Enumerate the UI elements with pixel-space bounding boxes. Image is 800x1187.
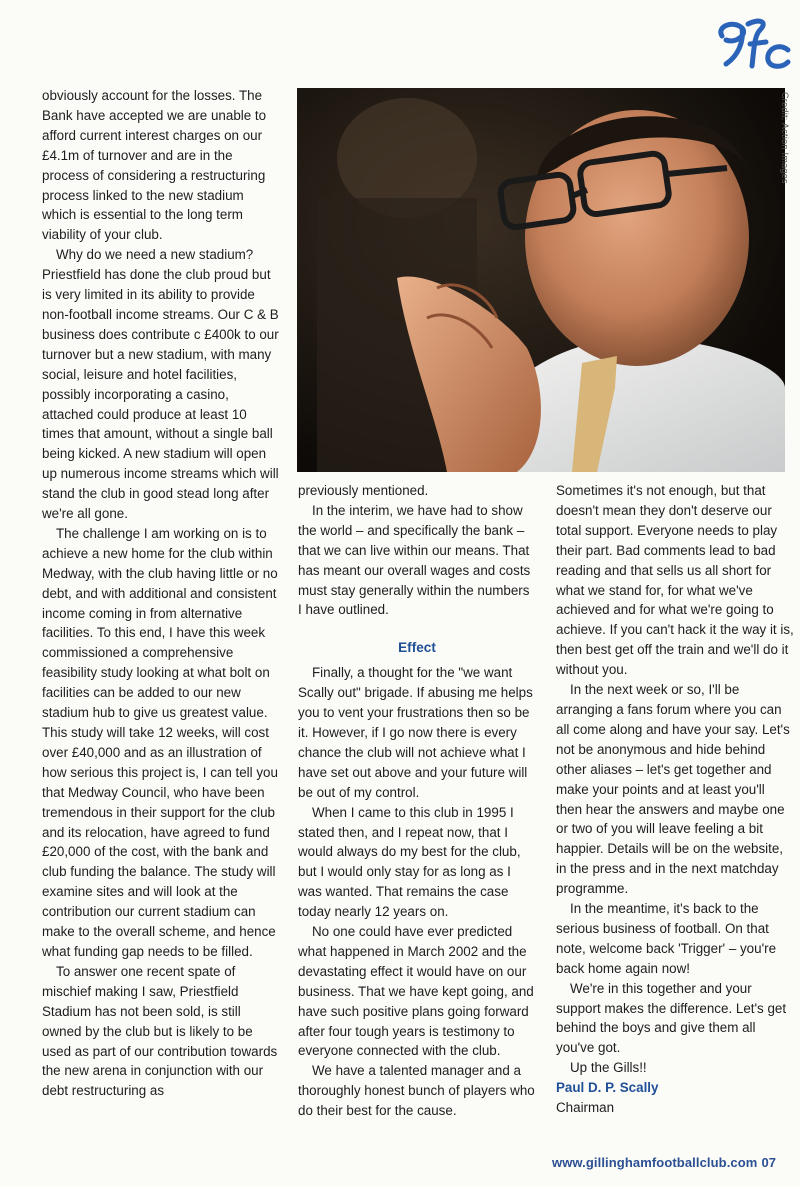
paragraph: In the next week or so, I'll be arranging a fans forum where you can all come along and have your say. Let's not be anonymous and hide behind other aliases – let's get together and make your points and at least you'll then hear the answers and maybe one or two of you will leave feeling a bit happier. Details will be on the website, in the press and in the next matchday programme. xyxy=(556,682,790,897)
signature-title: Chairman xyxy=(556,1100,615,1116)
photo-credit: Credit: Action Images xyxy=(780,92,790,184)
paragraph: Why do we need a new stadium? Priestfield has done the club proud but is very limited in its ability to provide non-football income streams. Our C & B business does contribute c £400k to our turnover but a new stadium, with many social, leisure and hotel facilities, possibly incorporating a casino, attached could produce at least 10 times that amount, without a single ball being kicked. A new stadium will open up numerous income streams which will stand the club in good stead long after we're all gone. xyxy=(42,247,279,522)
paragraph: To answer one recent spate of mischief making I saw, Priestfield Stadium has not been sold, is still owned by the club but is likely to be used as part of our contribution towards the new arena in conjunction with our debt restructuring as xyxy=(42,963,278,1099)
paragraph: In the interim, we have had to show the world – and specifically the bank – that we can live within our means. That has meant our overall wages and costs must stay generally within the numbers I have outlined. xyxy=(298,502,531,618)
page-footer xyxy=(552,1155,776,1170)
chairman-portrait-image xyxy=(297,88,785,472)
paragraph: obviously account for the losses. The Bank have accepted we are unable to afford current interest charges on our £4.1m of turnover and are in the process of considering a restructuring process linked to the new stadium which is essential to the long term viability of your club. xyxy=(42,88,267,243)
paragraph: No one could have ever predicted what happened in March 2002 and the devastating effect it would have on our business. That we have kept going, and have such positive plans going forward after four tough years is testimony to everyone connected with the club. xyxy=(298,924,534,1059)
article-column-3 xyxy=(556,481,794,1118)
article-column-2 xyxy=(298,481,536,1121)
paragraph: In the meantime, it's back to the serious business of football. On that note, welcome back 'Trigger' – you're back home again now! xyxy=(556,901,777,976)
article-column-1 xyxy=(42,86,280,1101)
signature-name: Paul D. P. Scally xyxy=(556,1080,659,1096)
section-subheading: Effect xyxy=(398,640,436,656)
website-url[interactable]: www.gillinghamfootballclub.com xyxy=(552,1155,758,1170)
page-number: 07 xyxy=(761,1155,777,1170)
chairman-photo xyxy=(297,88,785,472)
paragraph: Finally, a thought for the "we want Scally out" brigade. If abusing me helps you to vent your frustrations then so be it. However, if I go now there is every chance the club will not achieve what I have set out above and your future will be out of my control. xyxy=(298,665,533,800)
paragraph: previously mentioned. xyxy=(298,483,429,498)
paragraph: We're in this together and your support makes the difference. Let's get behind the boys and give them all you've got. xyxy=(556,980,787,1056)
paragraph: Up the Gills!! xyxy=(570,1060,647,1076)
paragraph: When I came to this club in 1995 I stated then, and I repeat now, that I would always do my best for the club, but I would only stay for as long as I was wanted. That remains the case today nearly 12 years on. xyxy=(298,804,521,920)
paragraph: Sometimes it's not enough, but that doesn't mean they don't deserve our total support. Everyone needs to play their part. Bad comments lead to bad reading and that sells us all short for what we stand for, for what we've achieved and for what we're going to achieve. If you can't hack it the way it is, then best get off the train and we'll do it without you. xyxy=(556,483,794,678)
gfc-monogram-logo-icon xyxy=(708,16,792,74)
paragraph: The challenge I am working on is to achieve a new home for the club within Medway, with the club having little or no debt, and with additional and consistent income coming in from alternative facilities. To this end, I have this week commissioned a comprehensive feasibility study looking at what bolt on facilities can be added to our new stadium hub to give us greatest value. This study will take 12 weeks, will cost over £40,000 and as an illustration of how serious this project is, I can tell you that Medway Council, who have been tremendous in their support for the club and its relocation, have agreed to fund £20,000 of the cost, with the bank and club funding the balance. The study will examine sites and will look at the contribution our current stadium can make to the overall scheme, and hence what funding gap needs to be filled. xyxy=(42,525,278,959)
paragraph: We have a talented manager and a thoroughly honest bunch of players who do their best for the cause. xyxy=(298,1063,535,1119)
